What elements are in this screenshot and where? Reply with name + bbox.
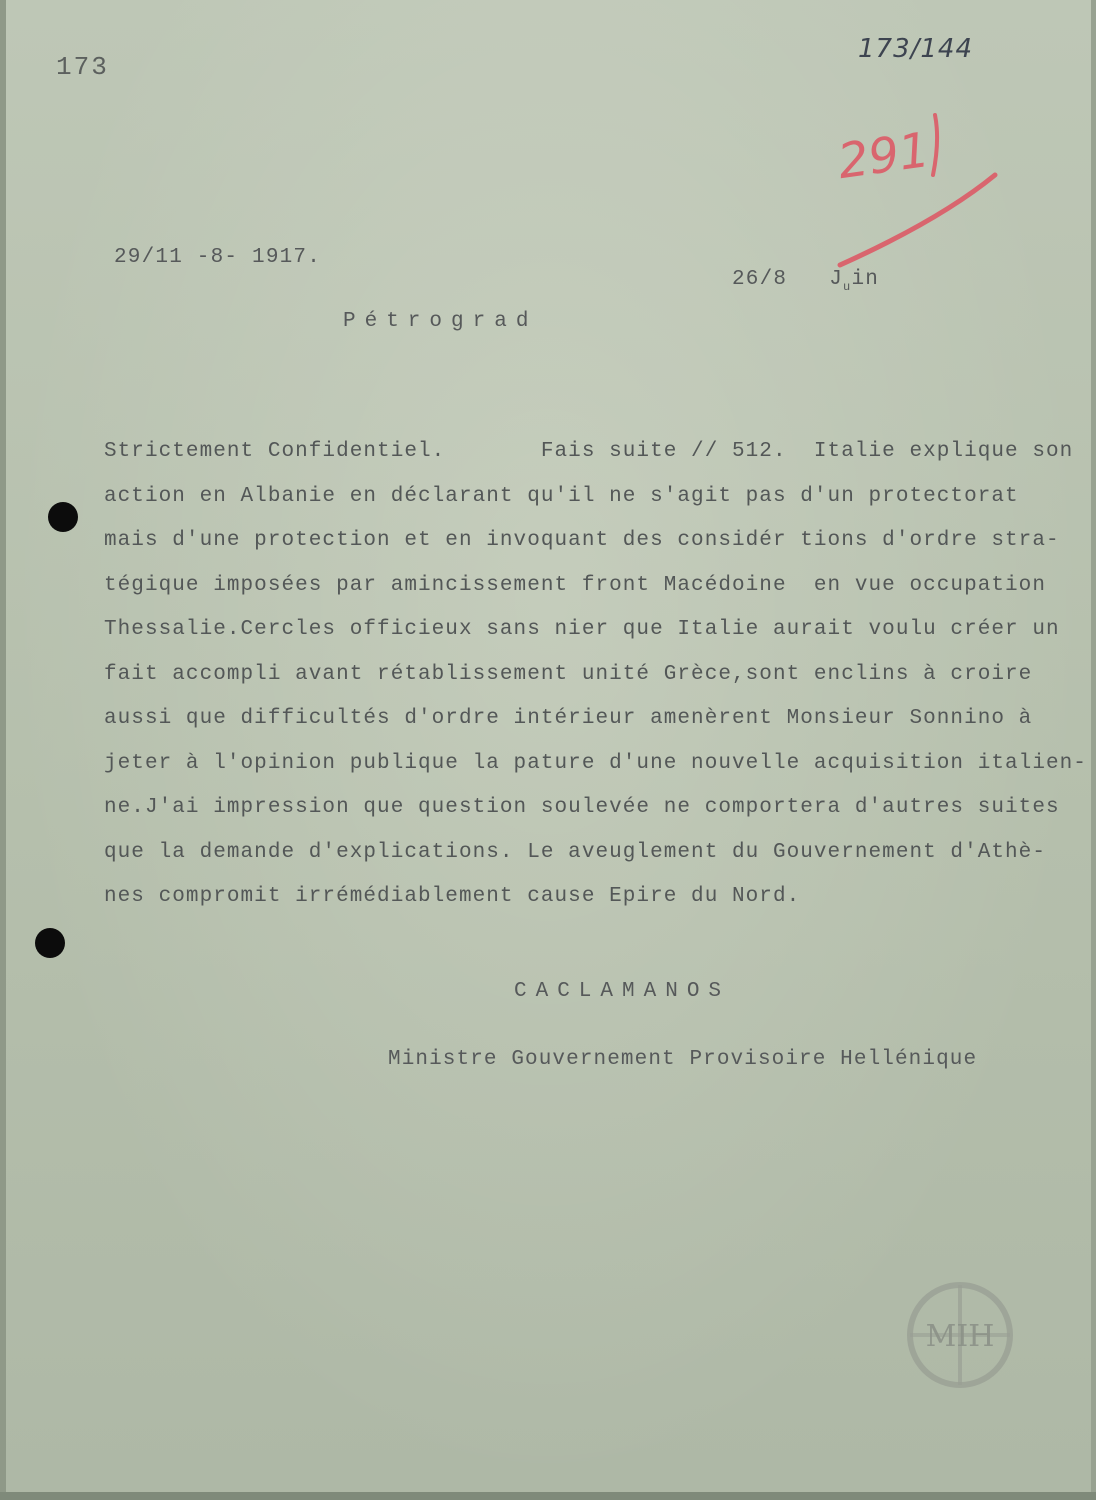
place-heading: Pétrograd <box>343 310 538 333</box>
signature-name: CACLAMANOS <box>514 980 731 1003</box>
date-right-subscript: u <box>843 280 852 294</box>
archive-stamp-text: MIH <box>925 1319 995 1354</box>
date-right-month: J <box>829 268 844 291</box>
body-line: Thessalie.Cercles officieux sans nier que Italie aurait voulu créer un <box>104 618 1060 641</box>
punch-hole-top <box>48 502 78 532</box>
body-line: tégique imposées par amincissement front Macédoine en vue occupation <box>104 573 1046 597</box>
handwritten-folio-number: 173/144 <box>858 34 974 64</box>
telegram-body <box>104 440 1087 930</box>
body-line: que la demande d'explications. Le aveuglement du Gouvernement d'Athè- <box>104 840 1046 864</box>
body-line: ne.J'ai impression que question soulevée ne comportera d'autres suites <box>104 796 1060 819</box>
date-line: 29/11 -8- 1917. <box>114 246 322 269</box>
archive-stamp <box>905 1280 1015 1390</box>
punch-hole-bottom <box>35 928 65 958</box>
body-line: fait accompli avant rétablissement unité Grèce,sont enclins à croire <box>104 662 1033 686</box>
red-handwritten-number: 291 <box>834 121 934 191</box>
signature-title: Ministre Gouvernement Provisoire Hellénique <box>388 1048 978 1071</box>
page-edge-right <box>1091 0 1096 1500</box>
body-line: action en Albanie en déclarant qu'il ne s'agit pas d'un protectorat <box>104 484 1019 508</box>
typed-folio-number: 173 <box>56 52 109 82</box>
date-right <box>732 268 879 294</box>
body-line: aussi que difficultés d'ordre intérieur amenèrent Monsieur Sonnino à <box>104 707 1033 730</box>
red-pencil-stroke <box>800 100 1030 280</box>
date-right-number: 26/8 <box>732 268 788 291</box>
body-line: mais d'une protection et en invoquant des considér tions d'ordre stra- <box>104 529 1060 552</box>
page-edge-left <box>0 0 6 1500</box>
date-right-end: in <box>851 268 880 291</box>
body-line: Strictement Confidentiel. Fais suite // 512. Italie explique son <box>104 440 1074 463</box>
page-edge-bottom <box>0 1492 1096 1500</box>
body-line: jeter à l'opinion publique la pature d'une nouvelle acquisition italien- <box>104 751 1087 775</box>
body-line: nes compromit irrémédiablement cause Epire du Nord. <box>104 885 801 908</box>
